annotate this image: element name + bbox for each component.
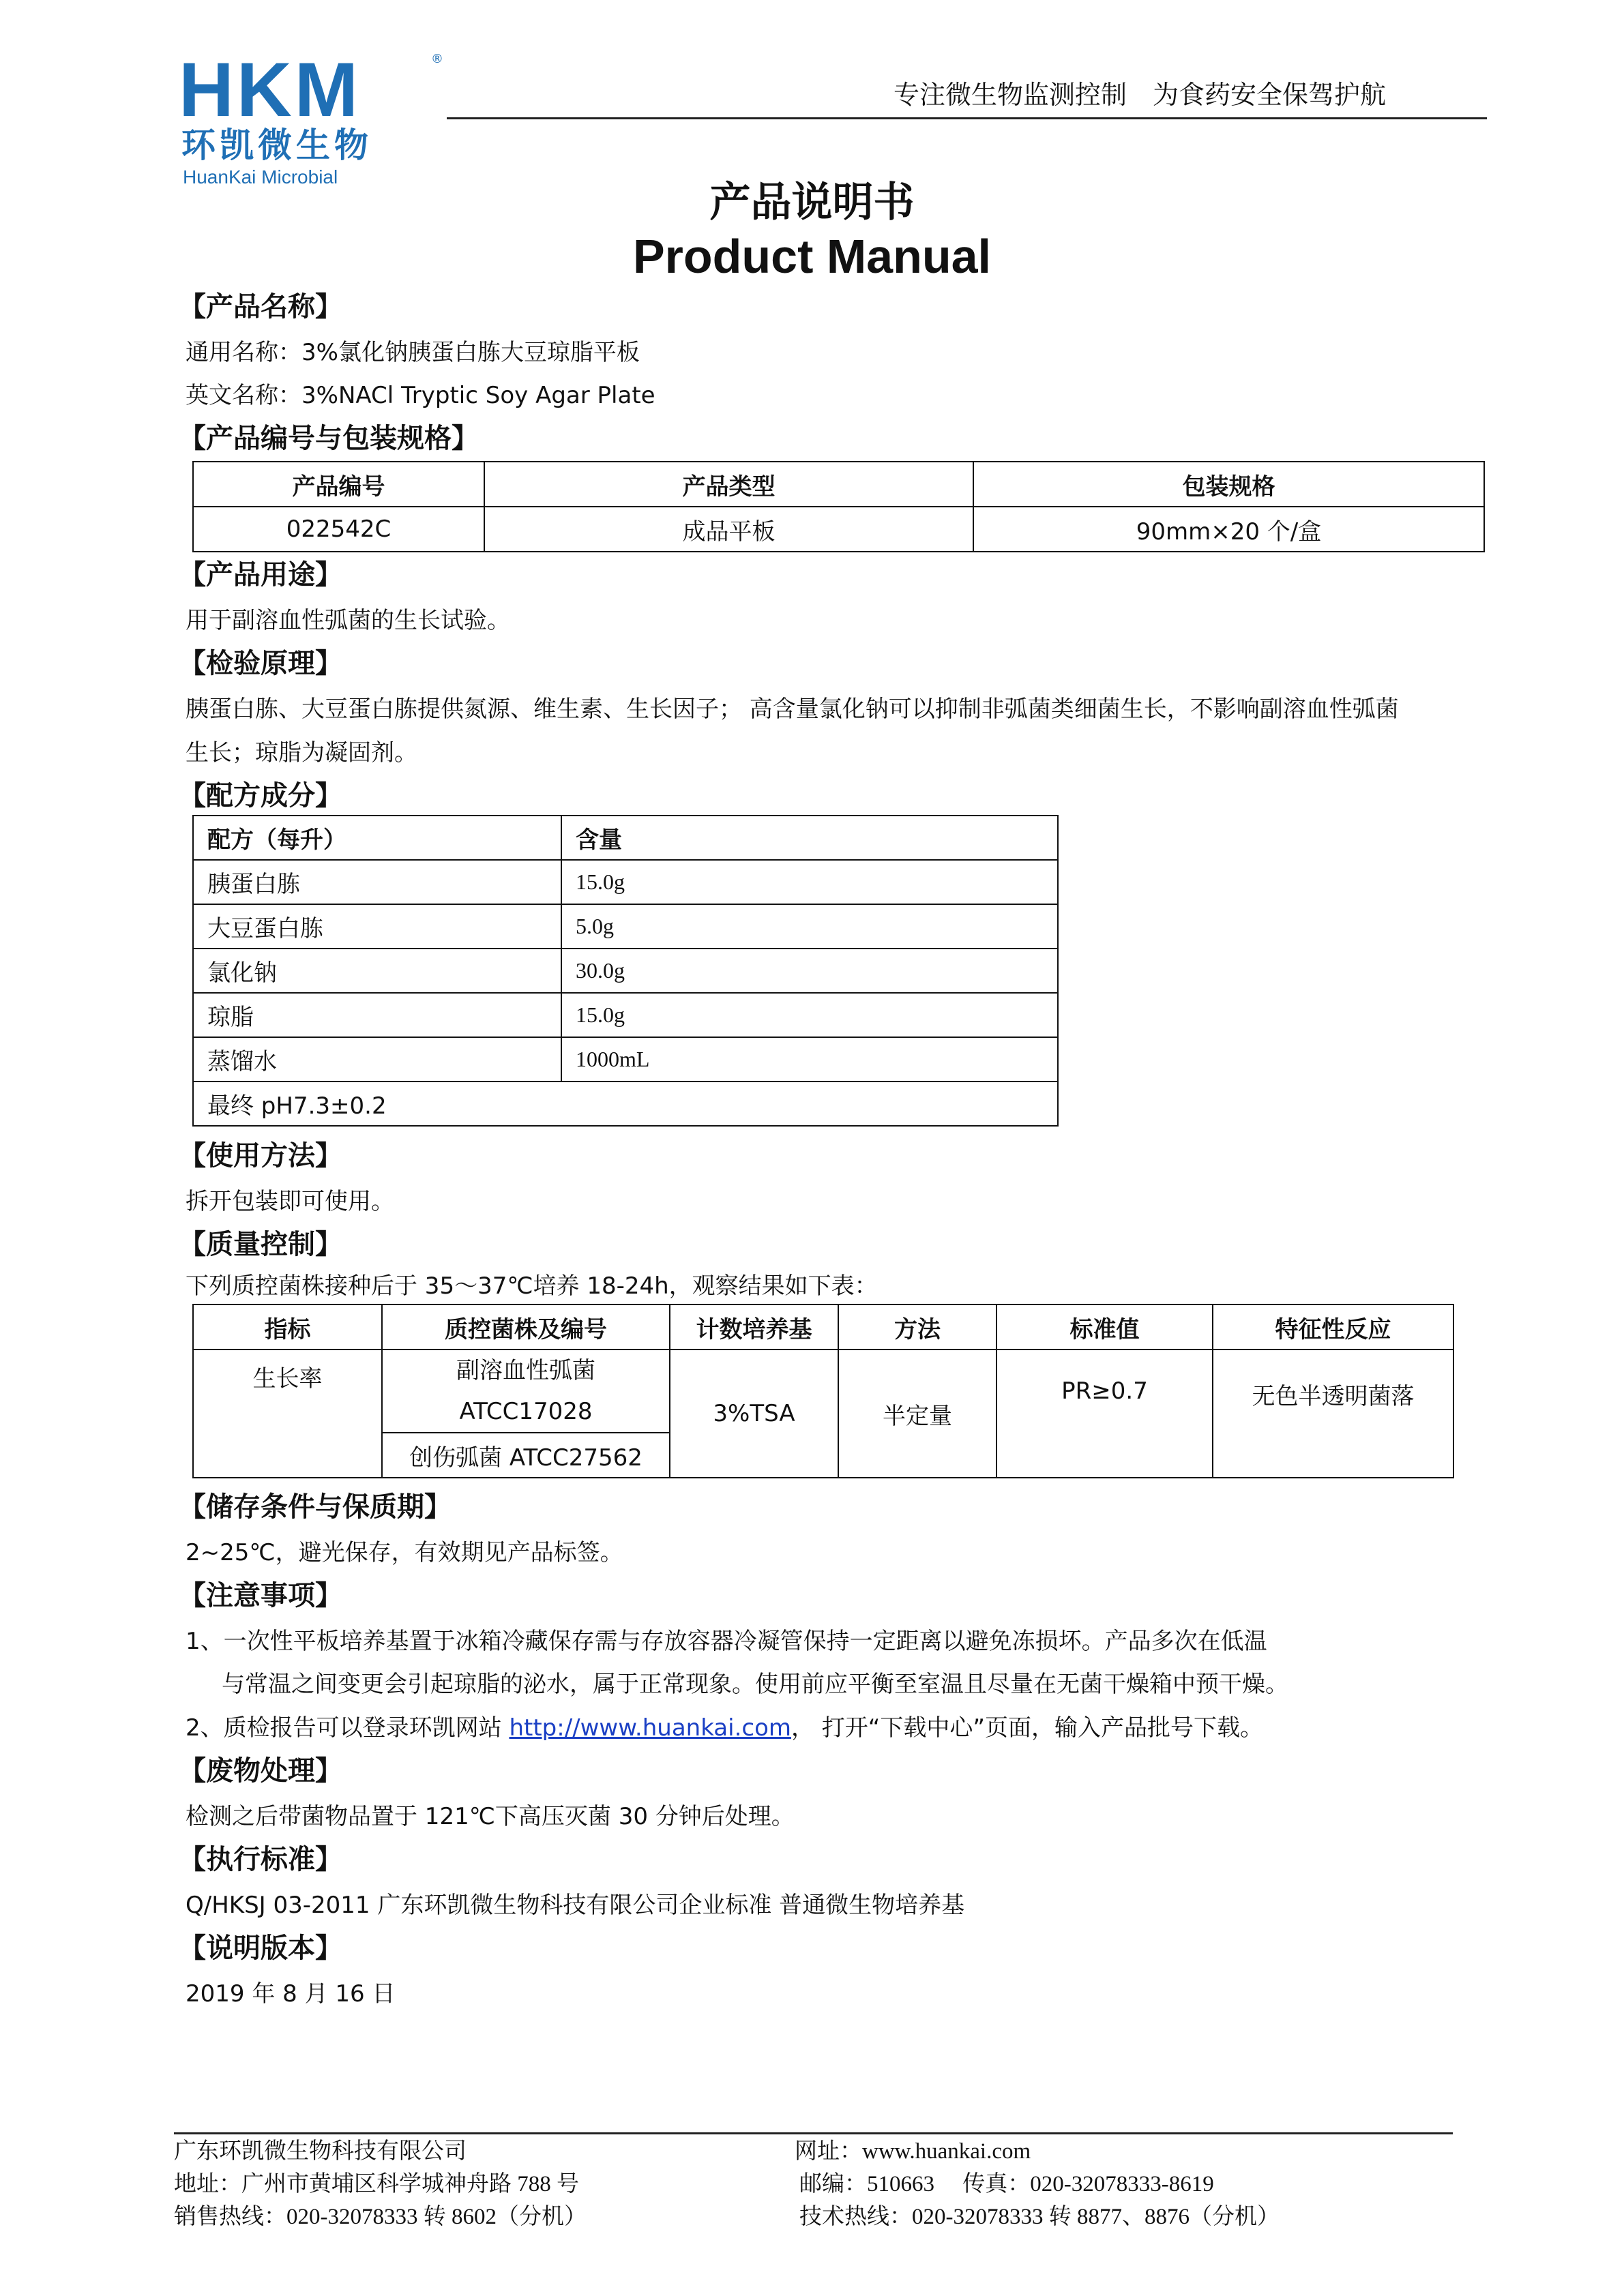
formula-row: [193, 1037, 1058, 1082]
spec-header-row: [193, 462, 1484, 507]
footer-address: 地址：广州市黄埔区科学城神舟路 788 号: [174, 2172, 579, 2196]
section-heading-use: 【产品用途】: [179, 559, 342, 591]
spec-header-code: 产品编号: [193, 462, 484, 507]
ingredient-amount: 15.0g: [561, 993, 1058, 1037]
note-2-prefix: 2、质检报告可以登录环凯网站: [186, 1714, 510, 1742]
qc-header-strain: 质控菌株及编号: [382, 1304, 670, 1350]
use-text: 用于副溶血性弧菌的生长试验。: [186, 607, 510, 634]
principle-line-1: 胰蛋白胨、大豆蛋白胨提供氮源、维生素、生长因子； 高含量氯化钠可以抑制非弧菌类细菌生长，不影响副溶血性弧菌: [186, 696, 1399, 723]
principle-line-2: 生长；琼脂为凝固剂。: [186, 739, 417, 766]
ingredient-name: 氯化钠: [193, 949, 561, 993]
formula-header-row: [193, 816, 1058, 860]
header-slogan: 专注微生物监测控制 为食药安全保驾护航: [894, 80, 1387, 110]
website-link[interactable]: http://www.huankai.com: [509, 1714, 791, 1742]
footer-sales-hotline: 销售热线：020-32078333 转 8602（分机）: [174, 2205, 587, 2229]
section-heading-name: 【产品名称】: [179, 291, 342, 323]
note-1-line-2: 与常温之间变更会引起琼脂的泌水，属于正常现象。使用前应平衡至室温且尽量在无菌干燥箱中预干燥。: [222, 1671, 1288, 1698]
formula-row: [193, 949, 1058, 993]
ingredient-name: 琼脂: [193, 993, 561, 1037]
spec-code: 022542C: [193, 507, 484, 552]
qc-header-indicator: 指标: [193, 1304, 382, 1350]
footer-company: 广东环凯微生物科技有限公司: [174, 2139, 467, 2164]
qc-header-method: 方法: [838, 1304, 996, 1350]
qc-intro: 下列质控菌株接种后于 35～37℃培养 18-24h，观察结果如下表：: [186, 1272, 878, 1300]
qc-table: [192, 1304, 1454, 1478]
formula-ph-row: [193, 1082, 1058, 1126]
company-logo: [179, 47, 443, 188]
section-heading-notes: 【注意事项】: [179, 1580, 342, 1611]
spec-row: [193, 507, 1484, 552]
common-name: 通用名称：3%氯化钠胰蛋白胨大豆琼脂平板: [186, 339, 640, 366]
section-heading-formula: 【配方成分】: [179, 780, 342, 811]
footer-postcode-fax: 邮编：510663 传真：020-32078333-8619: [799, 2172, 1214, 2196]
section-heading-principle: 【检验原理】: [179, 648, 342, 679]
version-date: 2019 年 8 月 16 日: [186, 1980, 396, 2008]
note-2: [186, 1712, 1263, 1744]
final-ph: 最终 pH7.3±0.2: [193, 1082, 1058, 1126]
formula-header-ingredient: 配方（每升）: [193, 816, 561, 860]
ingredient-name: 胰蛋白胨: [193, 860, 561, 904]
logo-english-name: HuanKai Microbial: [183, 166, 338, 188]
note-2-suffix: ， 打开“下载中心”页面，输入产品批号下载。: [791, 1714, 1264, 1742]
footer-divider: [174, 2132, 1453, 2134]
section-heading-spec: 【产品编号与包装规格】: [179, 423, 479, 454]
note-1-line-1: 1、一次性平板培养基置于冰箱冷藏保存需与存放容器冷凝管保持一定距离以避免冻损坏。产品多次在低温: [186, 1628, 1267, 1655]
section-heading-standard: 【执行标准】: [179, 1844, 342, 1875]
qc-header-row: [193, 1304, 1453, 1350]
section-heading-storage: 【储存条件与保质期】: [179, 1491, 452, 1523]
ingredient-amount: 15.0g: [561, 860, 1058, 904]
ingredient-name: 大豆蛋白胨: [193, 904, 561, 949]
qc-strain-1-name: 副溶血性弧菌: [456, 1357, 595, 1384]
section-heading-version: 【说明版本】: [179, 1933, 342, 1964]
spec-header-type: 产品类型: [484, 462, 973, 507]
ingredient-name: 蒸馏水: [193, 1037, 561, 1082]
section-heading-qc: 【质量控制】: [179, 1229, 342, 1260]
title-english: Product Manual: [632, 230, 992, 283]
footer-website: 网址：www.huankai.com: [795, 2139, 1031, 2164]
section-heading-method: 【使用方法】: [179, 1140, 342, 1172]
formula-table: [192, 815, 1059, 1127]
qc-header-standard: 标准值: [996, 1304, 1213, 1350]
ingredient-amount: 30.0g: [561, 949, 1058, 993]
registered-mark: ®: [431, 52, 443, 66]
formula-row: [193, 993, 1058, 1037]
qc-standard: PR≥0.7: [996, 1350, 1213, 1478]
storage-text: 2~25℃，避光保存，有效期见产品标签。: [186, 1539, 623, 1566]
qc-row: [193, 1350, 1453, 1433]
spec-package: 90mm×20 个/盒: [973, 507, 1484, 552]
waste-text: 检测之后带菌物品置于 121℃下高压灭菌 30 分钟后处理。: [186, 1803, 795, 1830]
footer-tech-hotline: 技术热线：020-32078333 转 8877、8876（分机）: [799, 2205, 1280, 2229]
formula-header-amount: 含量: [561, 816, 1058, 860]
standard-text: Q/HKSJ 03-2011 广东环凯微生物科技有限公司企业标准 普通微生物培养基: [186, 1892, 965, 1919]
method-text: 拆开包装即可使用。: [186, 1188, 394, 1215]
title-chinese: 产品说明书: [709, 179, 915, 226]
qc-header-reaction: 特征性反应: [1213, 1304, 1453, 1350]
english-name: 英文名称：3%NACl Tryptic Soy Agar Plate: [186, 382, 655, 409]
qc-method: 半定量: [838, 1350, 996, 1478]
ingredient-amount: 5.0g: [561, 904, 1058, 949]
spec-table: [192, 461, 1485, 552]
qc-indicator: 生长率: [193, 1350, 382, 1478]
formula-row: [193, 860, 1058, 904]
spec-header-package: 包装规格: [973, 462, 1484, 507]
section-heading-waste: 【废物处理】: [179, 1755, 342, 1787]
logo-mark: HKM: [179, 47, 361, 132]
header-divider: [447, 117, 1487, 119]
formula-row: [193, 904, 1058, 949]
qc-reaction: 无色半透明菌落: [1213, 1350, 1453, 1478]
ingredient-amount: 1000mL: [561, 1037, 1058, 1082]
qc-strain-1-code: ATCC17028: [459, 1398, 593, 1425]
qc-strain-1: [382, 1350, 670, 1433]
logo-chinese-name: 环凯微生物: [181, 125, 372, 165]
qc-strain-2: 创伤弧菌 ATCC27562: [382, 1433, 670, 1478]
spec-type: 成品平板: [484, 507, 973, 552]
qc-header-medium: 计数培养基: [670, 1304, 838, 1350]
qc-medium: 3%TSA: [670, 1350, 838, 1478]
